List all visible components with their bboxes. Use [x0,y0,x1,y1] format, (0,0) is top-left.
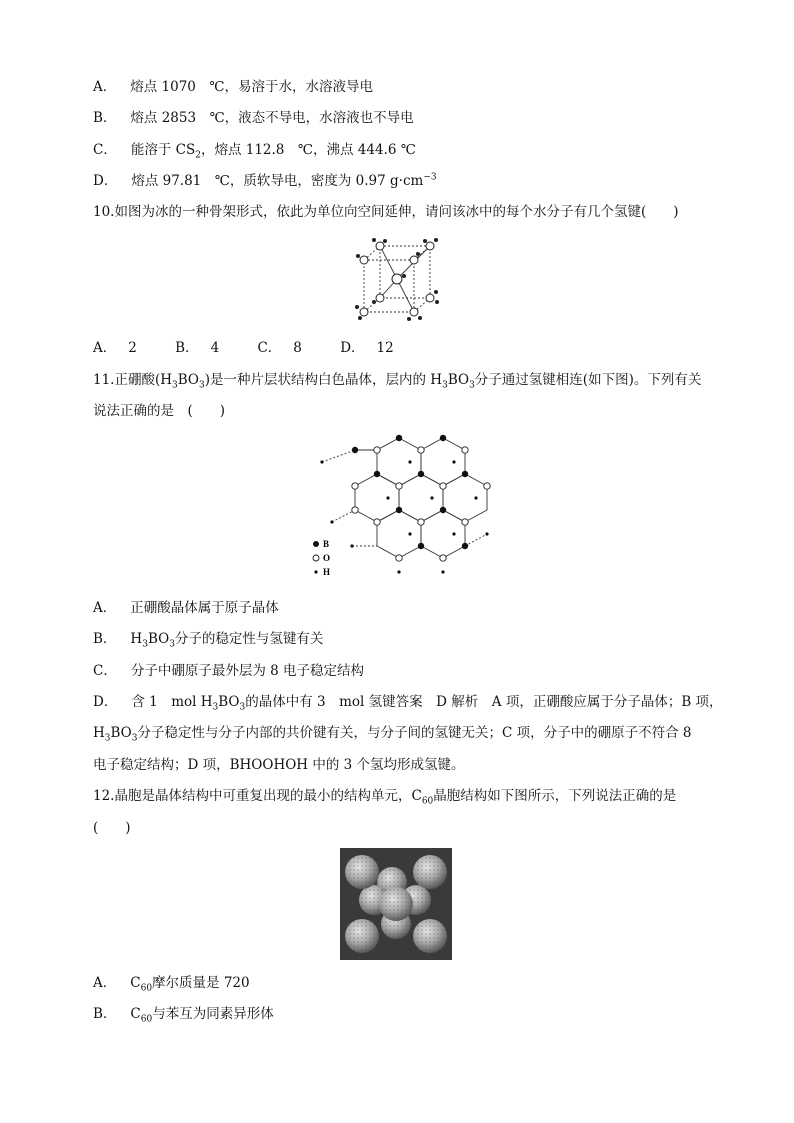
c60-unit-cell-image [340,848,452,960]
q12-stem: 12.晶胞是晶体结构中可重复出现的最小的结构单元，$C_{60}$晶胞结构如下图所示，下列说法正确的是 [93,788,677,807]
q9-option-d [93,171,437,191]
q11-option-c: C． 分子中硼原子最外层为 8 电子稳定结构 [93,663,365,679]
option-text: 能溶于 CS [130,142,196,158]
q11-option-a: A． 正硼酸晶体属于原子晶体 [93,600,279,616]
q11-option-b: B． $H_3BO_3$分子的稳定性与氢键有关 [93,631,324,650]
legend-boron-marker [313,541,319,547]
q9-option-b [93,108,414,128]
q11-option-d: D． 含 1 mol $H_3BO_3$的晶体中有 3 mol 氢键答案 D 解析 A 项，正硼酸应属于分子晶体；B 项， [93,694,723,713]
option-letter: A． [93,79,117,95]
boric-acid-layer-diagram [312,432,492,580]
q12-option-b: B． $C_{60}$与苯互为同素异形体 [93,1006,274,1025]
q12-option-a: A． $C_{60}$摩尔质量是 720 [93,975,250,994]
q11-stem-line2: 说法正确的是 ( ) [93,403,226,419]
q9-option-a [93,77,373,97]
legend-oxygen-label: O [323,553,331,563]
q10-option-d: D． 12 [340,340,394,356]
q10-options [93,338,394,358]
q11-explanation-line3: 电子稳定结构；D 项，BHOOHOH 中的 3 个氢均形成氢键。 [93,757,465,773]
superscript: −3 [423,172,437,183]
q10-option-b: B． 4 [175,340,220,356]
boric-acid-figure [312,432,492,580]
legend-hydrogen-label: H [323,567,331,577]
option-text: ，熔点 112.8 ℃，沸点 444.6 ℃ [200,142,416,158]
option-letter: C． [93,142,117,158]
q12-stem-line2: ( ) [93,820,131,836]
legend-boron-label: B [323,539,330,549]
q10-option-c: C． 8 [257,340,302,356]
legend-oxygen-marker [313,555,319,561]
option-letter: D． [93,173,118,189]
ice-structure-figure [352,232,444,324]
option-text: 熔点 97.81 ℃，质软导电，密度为 0.97 g·cm [131,173,424,189]
c60-unit-cell-picture [340,848,452,960]
legend-hydrogen-marker [314,570,317,573]
subscript: 2 [195,150,201,161]
option-letter: B． [93,110,117,126]
option-text: 熔点 2853 ℃，液态不导电，水溶液也不导电 [130,110,414,126]
q11-explanation-line2: $H_3BO_3$分子稳定性与分子内部的共价键有关，与分子间的氢键无关；C 项，分子中的硼原子不符合 8 [93,725,692,744]
q10-stem: 10.如图为冰的一种骨架形式，依此为单位向空间延伸，请问该冰中的每个水分子有几个氢键( ) [93,204,679,220]
ice-structure-diagram [352,232,444,324]
q10-option-a: A． 2 [93,340,137,356]
q11-stem: 11.正硼酸$(H_3BO_3)$是一种片层状结构白色晶体，层内的 $H_3BO_3$分子通过氢键相连(如下图)。下列有关 [93,372,702,391]
q9-option-c [93,140,416,160]
option-text: 熔点 1070 ℃，易溶于水，水溶液导电 [130,79,373,95]
legend [313,539,330,577]
